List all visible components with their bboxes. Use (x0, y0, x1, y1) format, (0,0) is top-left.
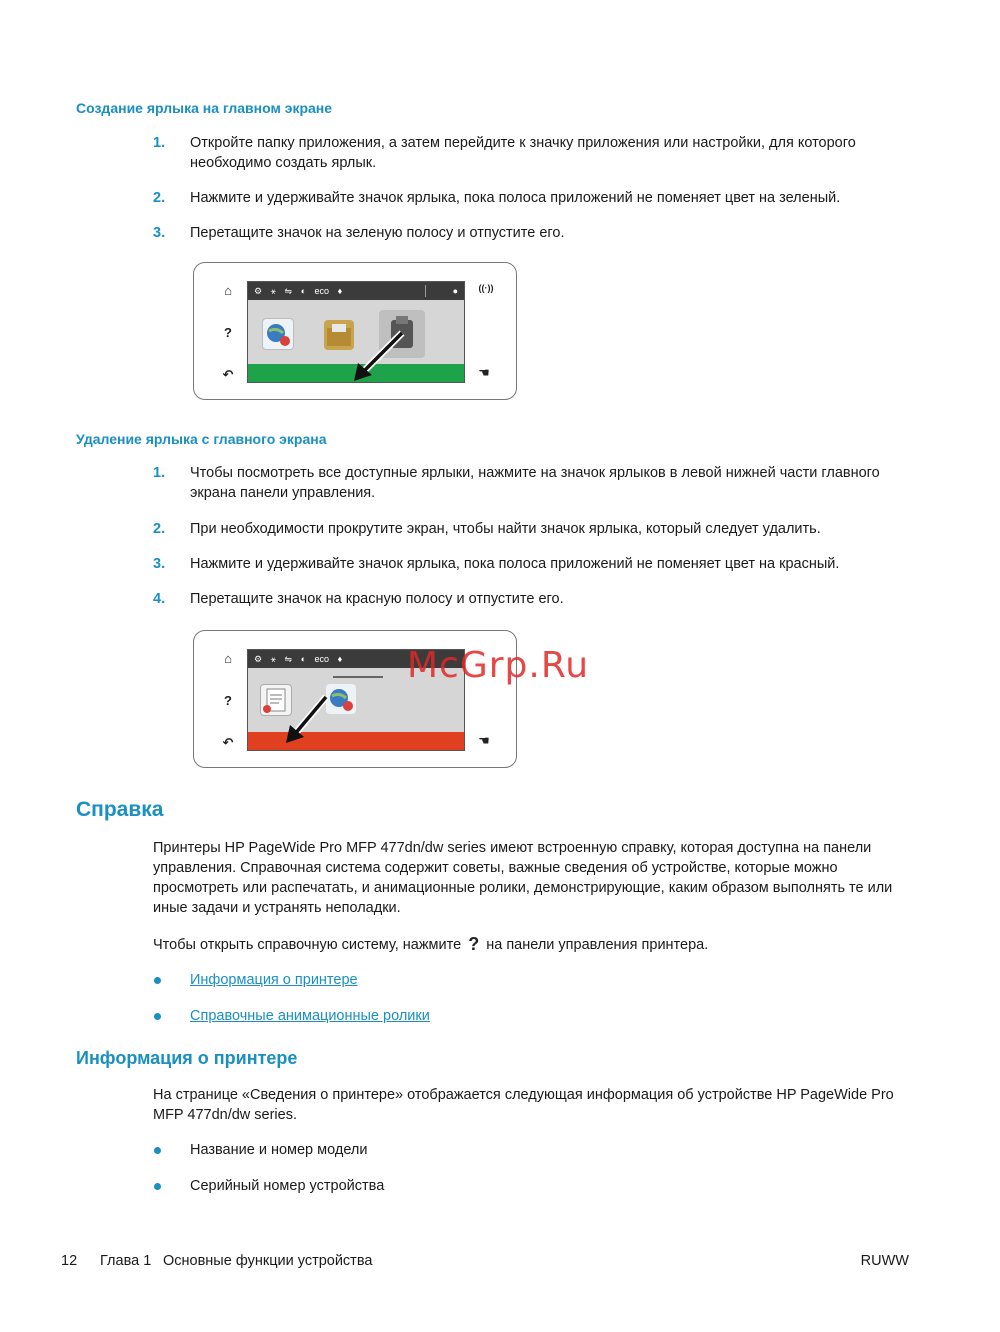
step-text: Нажмите и удерживайте значок ярлыка, пока полоса приложений не поменяет цвет на зеленый. (190, 190, 841, 206)
web-services-icon: ◐ (300, 654, 307, 664)
footer-chapter: Глава 1 (100, 1253, 152, 1269)
eco-label: eco (314, 654, 330, 664)
touch-hand-icon: ☚ (478, 365, 490, 380)
help-icon: ? (224, 325, 232, 340)
bullet-dot (154, 1147, 161, 1154)
back-icon: ↶ (222, 735, 234, 750)
step-text: При необходимости прокрутите экран, чтобы найти значок ярлыка, который следует удалить. (190, 521, 821, 537)
touch-hand-icon: ☚ (478, 733, 490, 748)
create-step-3 (153, 223, 913, 243)
ink-icon: ♦ (337, 286, 343, 296)
settings-icon: ⚙ (254, 286, 263, 296)
watermark: McGrp.Ru (407, 645, 590, 686)
web-services-icon: ◐ (300, 286, 307, 296)
home-icon: ⌂ (224, 283, 232, 298)
step-text: Чтобы посмотреть все доступные ярлыки, нажмите на значок ярлыков в левой нижней части главного экрана панели управления. (190, 465, 880, 501)
drag-arrow-icon (194, 263, 518, 401)
wireless-icon: ((·)) (478, 283, 494, 293)
back-icon: ↶ (222, 367, 234, 382)
wifi-direct-icon: ⇋ (284, 654, 293, 664)
heading-delete-shortcut: Удаление ярлыка с главного экрана (76, 431, 327, 447)
delete-step-2 (153, 519, 913, 539)
help-paragraph: Принтеры HP PageWide Pro MFP 477dn/dw series имеют встроенную справку, которая доступна на панели управления. Справочная система содержит советы, важные сведения об устройстве, которые можно просмотреть или распечатать, и анимационные ролики, демонстрирующие, каким образом выполнять те или иные задачи и устранять неполадки. (153, 840, 893, 916)
step-number: 1. (153, 465, 166, 481)
network-icon: ⚹ (270, 654, 276, 664)
home-icon: ⌂ (224, 651, 232, 666)
printer-info-item-text: Название и номер модели (190, 1142, 368, 1158)
create-step-2 (153, 188, 913, 208)
delete-step-3 (153, 554, 913, 574)
printer-panel-illustration-green (193, 262, 517, 400)
step-text: Перетащите значок на красную полосу и отпустите его. (190, 591, 564, 607)
heading-printer-info: Информация о принтере (76, 1048, 298, 1068)
eco-label: eco (314, 286, 330, 296)
help-link-item (153, 1006, 913, 1026)
printer-info-item (153, 1176, 913, 1196)
help-link-item (153, 970, 913, 990)
step-number: 2. (153, 521, 166, 537)
settings-icon: ⚙ (254, 654, 263, 664)
delete-step-4 (153, 589, 913, 609)
help-open-text-before: Чтобы открыть справочную систему, нажмите (153, 937, 462, 953)
heading-help: Справка (76, 798, 164, 821)
footer-locale: RUWW (860, 1253, 909, 1269)
link-help-animations[interactable]: Справочные анимационные ролики (190, 1008, 430, 1024)
help-question-icon: ? (468, 934, 480, 954)
step-number: 2. (153, 190, 166, 206)
help-icon: ? (224, 693, 232, 708)
link-printer-info[interactable]: Информация о принтере (190, 972, 358, 988)
help-open-text-after: на панели управления принтера. (486, 937, 709, 953)
step-number: 4. (153, 591, 166, 607)
delete-step-1 (153, 463, 913, 503)
network-icon: ⚹ (270, 286, 276, 296)
ink-icon: ♦ (337, 654, 343, 664)
printer-info-item-text: Серийный номер устройства (190, 1178, 385, 1194)
printer-info-item (153, 1140, 913, 1160)
step-text: Нажмите и удерживайте значок ярлыка, пока полоса приложений не поменяет цвет на красный. (190, 556, 840, 572)
page-number: 12 (61, 1253, 78, 1269)
step-text: Откройте папку приложения, а затем перейдите к значку приложения или настройки, для которого необходимо создать ярлык. (190, 135, 856, 171)
wifi-direct-icon: ⇋ (284, 286, 293, 296)
user-icon: ● (452, 286, 458, 296)
bullet-dot (154, 977, 161, 984)
footer-chapter-title: Основные функции устройства (163, 1253, 373, 1269)
step-number: 3. (153, 225, 166, 241)
bullet-dot (154, 1013, 161, 1020)
step-number: 1. (153, 135, 166, 151)
step-number: 3. (153, 556, 166, 572)
printer-info-paragraph: На странице «Сведения о принтере» отображается следующая информация об устройстве HP PageWide Pro MFP 477dn/dw series. (153, 1087, 894, 1123)
help-open-instruction (153, 934, 913, 955)
step-text: Перетащите значок на зеленую полосу и отпустите его. (190, 225, 565, 241)
bullet-dot (154, 1183, 161, 1190)
create-step-1 (153, 133, 913, 173)
heading-create-shortcut: Создание ярлыка на главном экране (76, 100, 333, 116)
